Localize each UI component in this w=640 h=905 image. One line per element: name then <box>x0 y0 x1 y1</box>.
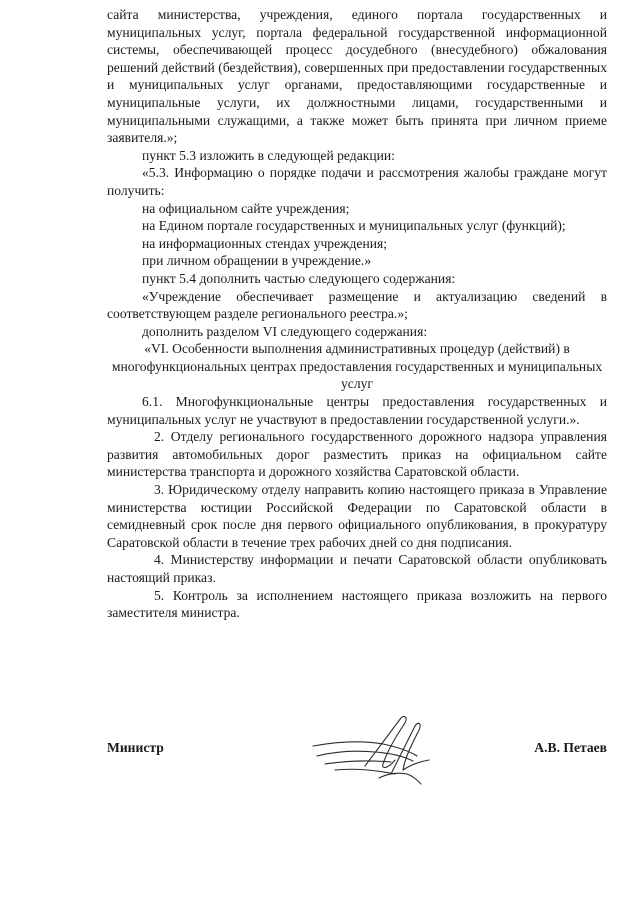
paragraph-point-5-3: «5.3. Информацию о порядке подачи и рассмотрения жалобы граждане могут получить: <box>107 165 607 198</box>
paragraph-point-5-3-intro: пункт 5.3 изложить в следующей редакции: <box>142 147 395 163</box>
paragraph-item-4: 4. Министерству информации и печати Саратовской области опубликовать настоящий приказ. <box>107 552 607 585</box>
paragraph-point-5-4-intro: пункт 5.4 дополнить частью следующего содержания: <box>142 270 456 286</box>
list-item-info-stands: на информационных стендах учреждения; <box>142 235 388 251</box>
list-item-official-site: на официальном сайте учреждения; <box>142 200 350 216</box>
signer-position: Министр <box>107 740 164 755</box>
list-item-personal-visit: при личном обращении в учреждение.» <box>142 253 372 269</box>
signature-block <box>107 704 607 784</box>
paragraph-6-1: 6.1. Многофункциональные центры предоставления государственных и муниципальных услуг не участвуют в предоставлении государственной услуги.». <box>107 394 607 427</box>
paragraph-item-3: 3. Юридическому отделу направить копию настоящего приказа в Управление министерства юстиции Российской Федерации по Саратовской области в семидневный срок после дня первого официального опубликования, в прокуратуру Саратовской области в течение трех рабочих дней со дня подписания. <box>107 482 607 550</box>
handwritten-signature <box>305 704 455 788</box>
paragraph-item-5: 5. Контроль за исполнением настоящего приказа возложить на первого заместителя министра. <box>107 587 607 621</box>
paragraph-complaint-channels: сайта министерства, учреждения, единого портала государственных и муниципальных услуг, портала федеральной государственной информационной системы, обеспечивающей процесс досудебного (внесудебного) обжалования решений действий (бездействия), совершенных при предоставлении государственных и муниципальных услуг органами, предоставляющими государственные и муниципальные услуги, их должностными лицами, государственными и муниципальными служащими, а также может быть принята при личном приеме заявителя.»; <box>107 7 607 146</box>
paragraph-item-2: 2. Отделу регионального государственного дорожного надзора управления развития автомобильных дорог разместить приказ на официальном сайте министерства транспорта и дорожного хозяйства Саратовской области. <box>107 429 607 480</box>
section-6-heading: «VI. Особенности выполнения административных процедур (действий) в многофункциональных центрах предоставления государственных и муниципальных услуг <box>111 341 603 392</box>
signer-name: А.В. Петаев <box>534 740 607 755</box>
paragraph-section-6-intro: дополнить разделом VI следующего содержания: <box>142 323 428 339</box>
paragraph-point-5-4: «Учреждение обеспечивает размещение и актуализацию сведений в соответствующем разделе регионального реестра.»; <box>107 288 607 322</box>
document-body <box>107 6 607 622</box>
list-item-unified-portal: на Едином портале государственных и муниципальных услуг (функций); <box>142 218 566 234</box>
